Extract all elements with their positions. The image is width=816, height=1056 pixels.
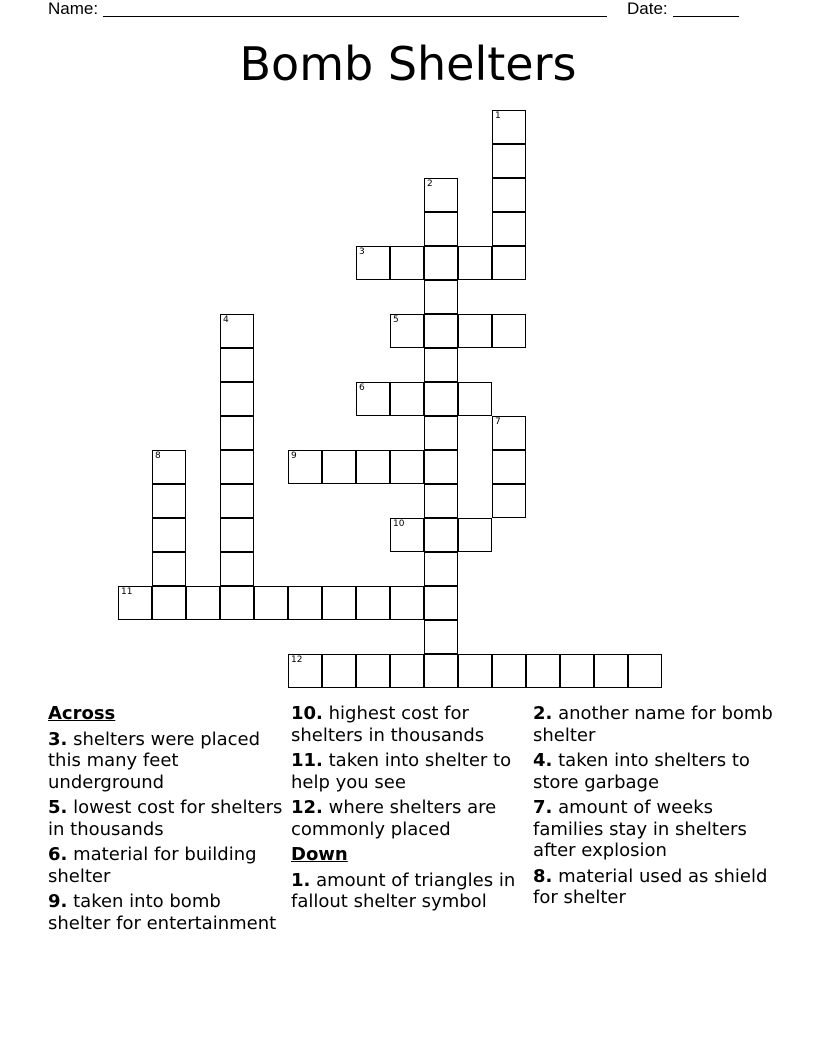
grid-cell[interactable]: [492, 654, 526, 688]
grid-cell[interactable]: [424, 586, 458, 620]
grid-cell[interactable]: [152, 586, 186, 620]
clue-across-11: 11. taken into shelter to help you see: [291, 750, 512, 793]
name-label: Name:: [48, 0, 99, 18]
grid-cell[interactable]: [492, 110, 526, 144]
grid-cell[interactable]: [390, 314, 424, 348]
grid-cell[interactable]: [390, 246, 424, 280]
clue-down-7: 7. amount of weeks families stay in shelters after explosion: [533, 797, 747, 861]
grid-cell[interactable]: [458, 314, 492, 348]
grid-cell[interactable]: [424, 484, 458, 518]
grid-cell[interactable]: [492, 246, 526, 280]
grid-cell[interactable]: [390, 518, 424, 552]
clue-down-1: 1. amount of triangles in fallout shelter symbol: [291, 869, 516, 912]
grid-cell[interactable]: [356, 382, 390, 416]
grid-cell[interactable]: [424, 348, 458, 382]
clues-column-1: [48, 703, 284, 938]
clue-down-2: 2. another name for bomb shelter: [533, 703, 773, 746]
grid-cell[interactable]: [458, 382, 492, 416]
grid-cell[interactable]: [424, 178, 458, 212]
grid-cell[interactable]: [254, 586, 288, 620]
grid-cell[interactable]: [424, 246, 458, 280]
grid-cell[interactable]: [220, 552, 254, 586]
grid-cell[interactable]: [424, 314, 458, 348]
grid-cell[interactable]: [390, 450, 424, 484]
grid-cell[interactable]: [356, 586, 390, 620]
grid-cell[interactable]: [390, 382, 424, 416]
grid-cell[interactable]: [458, 518, 492, 552]
grid-cell[interactable]: [492, 212, 526, 246]
cell-number: 6: [359, 383, 365, 393]
grid-cell[interactable]: [186, 586, 220, 620]
cell-number: 9: [291, 451, 297, 461]
grid-cell[interactable]: [220, 314, 254, 348]
clue-down-8: 8. material used as shield for shelter: [533, 865, 768, 908]
grid-cell[interactable]: [220, 382, 254, 416]
grid-cell[interactable]: [356, 246, 390, 280]
page-title: Bomb Shelters: [239, 37, 577, 91]
clue-across-3: 3. shelters were placed this many feet underground: [48, 728, 261, 793]
grid-cell[interactable]: [492, 314, 526, 348]
clue-down-4: 4. taken into shelters to store garbage: [533, 750, 750, 793]
cell-number: 10: [393, 519, 405, 529]
grid-cell[interactable]: [220, 586, 254, 620]
grid-cell[interactable]: [628, 654, 662, 688]
grid-cell[interactable]: [322, 654, 356, 688]
grid-cell[interactable]: [424, 212, 458, 246]
grid-cell[interactable]: [424, 450, 458, 484]
grid-cell[interactable]: [390, 586, 424, 620]
clue-across-5: 5. lowest cost for shelters in thousands: [48, 797, 283, 840]
grid-cell[interactable]: [288, 654, 322, 688]
clue-across-12: 12. where shelters are commonly placed: [291, 797, 497, 840]
across-heading: Across: [48, 703, 116, 724]
cell-number: 1: [495, 111, 501, 121]
grid-cell[interactable]: [356, 450, 390, 484]
grid-cell[interactable]: [220, 518, 254, 552]
grid-cell[interactable]: [424, 280, 458, 314]
grid-cell[interactable]: [390, 654, 424, 688]
grid-cell[interactable]: [152, 552, 186, 586]
grid-cell[interactable]: [424, 620, 458, 654]
grid-cell[interactable]: [492, 144, 526, 178]
grid-cell[interactable]: [424, 654, 458, 688]
cell-number: 7: [495, 417, 501, 427]
grid-cell[interactable]: [526, 654, 560, 688]
grid-cell[interactable]: [220, 416, 254, 450]
down-heading: Down: [291, 844, 348, 865]
grid-cell[interactable]: [458, 246, 492, 280]
cell-number: 8: [155, 451, 161, 461]
clues-column-2: [291, 703, 527, 917]
grid-cell[interactable]: [322, 450, 356, 484]
clues-column-3: [533, 703, 773, 913]
clue-across-6: 6. material for building shelter: [48, 844, 257, 887]
grid-cell[interactable]: [152, 518, 186, 552]
cell-number: 5: [393, 315, 399, 325]
grid-cell[interactable]: [594, 654, 628, 688]
grid-cell[interactable]: [560, 654, 594, 688]
grid-cell[interactable]: [424, 382, 458, 416]
grid-cell[interactable]: [458, 654, 492, 688]
grid-cell[interactable]: [424, 552, 458, 586]
grid-cell[interactable]: [424, 416, 458, 450]
cell-number: 2: [427, 179, 433, 189]
grid-cell[interactable]: [322, 586, 356, 620]
clue-across-9: 9. taken into bomb shelter for entertainment: [48, 891, 277, 934]
grid-cell[interactable]: [118, 586, 152, 620]
grid-cell[interactable]: [220, 450, 254, 484]
grid-cell[interactable]: [288, 586, 322, 620]
grid-cell[interactable]: [152, 484, 186, 518]
grid-cell[interactable]: [220, 484, 254, 518]
grid-cell[interactable]: [492, 484, 526, 518]
cell-number: 4: [223, 315, 229, 325]
grid-cell[interactable]: [492, 450, 526, 484]
clue-across-10: 10. highest cost for shelters in thousands: [291, 703, 485, 746]
grid-cell[interactable]: [492, 416, 526, 450]
grid-cell[interactable]: [288, 450, 322, 484]
cell-number: 3: [359, 247, 365, 257]
grid-cell[interactable]: [220, 348, 254, 382]
grid-cell[interactable]: [492, 178, 526, 212]
grid-cell[interactable]: [356, 654, 390, 688]
cell-number: 11: [121, 587, 133, 597]
date-label: Date:: [627, 0, 668, 18]
grid-cell[interactable]: [424, 518, 458, 552]
grid-cell[interactable]: [152, 450, 186, 484]
cell-number: 12: [291, 655, 303, 665]
